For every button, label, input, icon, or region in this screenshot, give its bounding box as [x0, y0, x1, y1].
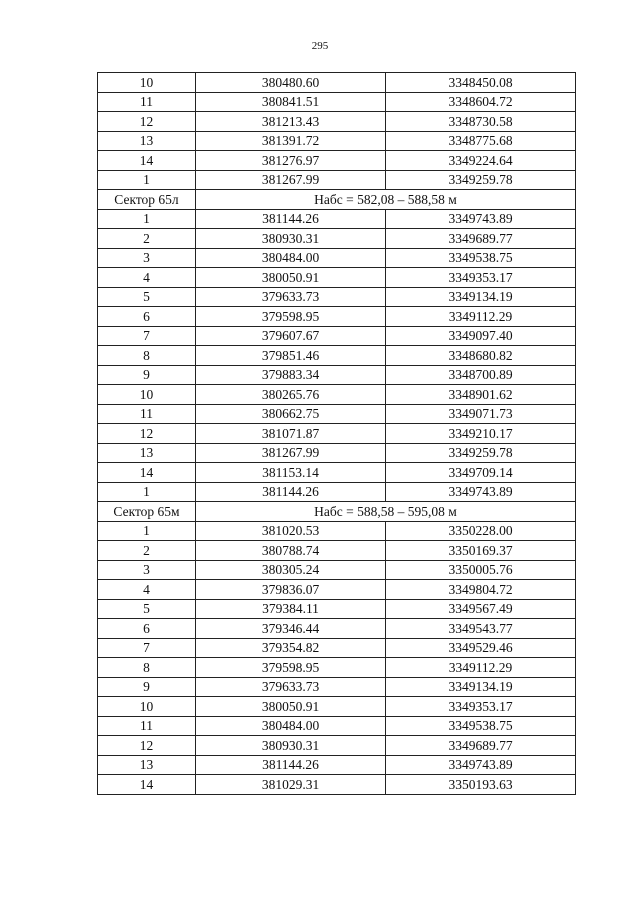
x-coordinate-cell: 381029.31 — [196, 775, 386, 795]
point-number-cell: 14 — [98, 463, 196, 483]
sector-name: Сектор 65л — [98, 190, 196, 210]
point-number-cell: 2 — [98, 541, 196, 561]
y-coordinate-cell: 3349071.73 — [386, 404, 576, 424]
point-number-cell: 6 — [98, 307, 196, 327]
point-number-cell: 13 — [98, 443, 196, 463]
point-number-cell: 10 — [98, 385, 196, 405]
point-number-cell: 11 — [98, 92, 196, 112]
table-row — [98, 736, 576, 756]
point-number-cell: 1 — [98, 209, 196, 229]
y-coordinate-cell: 3350005.76 — [386, 560, 576, 580]
table-row — [98, 248, 576, 268]
point-number-cell: 6 — [98, 619, 196, 639]
table-row — [98, 463, 576, 483]
table-row — [98, 677, 576, 697]
x-coordinate-cell: 380788.74 — [196, 541, 386, 561]
point-number-cell: 14 — [98, 775, 196, 795]
x-coordinate-cell: 381071.87 — [196, 424, 386, 444]
sector-elevation-range: Набс = 588,58 – 595,08 м — [196, 502, 576, 522]
x-coordinate-cell: 381144.26 — [196, 209, 386, 229]
y-coordinate-cell: 3349689.77 — [386, 229, 576, 249]
point-number-cell: 9 — [98, 677, 196, 697]
x-coordinate-cell: 381153.14 — [196, 463, 386, 483]
table-row — [98, 521, 576, 541]
point-number-cell: 11 — [98, 404, 196, 424]
y-coordinate-cell: 3349112.29 — [386, 658, 576, 678]
x-coordinate-cell: 380050.91 — [196, 697, 386, 717]
y-coordinate-cell: 3349259.78 — [386, 443, 576, 463]
table-row — [98, 638, 576, 658]
y-coordinate-cell: 3349743.89 — [386, 209, 576, 229]
y-coordinate-cell: 3349224.64 — [386, 151, 576, 171]
y-coordinate-cell: 3349543.77 — [386, 619, 576, 639]
page-number: 295 — [311, 40, 329, 52]
table-row — [98, 404, 576, 424]
y-coordinate-cell: 3349210.17 — [386, 424, 576, 444]
x-coordinate-cell: 379607.67 — [196, 326, 386, 346]
table-row — [98, 385, 576, 405]
point-number-cell: 11 — [98, 716, 196, 736]
x-coordinate-cell: 379836.07 — [196, 580, 386, 600]
x-coordinate-cell: 379851.46 — [196, 346, 386, 366]
point-number-cell: 14 — [98, 151, 196, 171]
point-number-cell: 4 — [98, 268, 196, 288]
table-row — [98, 112, 576, 132]
point-number-cell: 13 — [98, 755, 196, 775]
x-coordinate-cell: 379346.44 — [196, 619, 386, 639]
table-row — [98, 287, 576, 307]
y-coordinate-cell: 3349529.46 — [386, 638, 576, 658]
point-number-cell: 12 — [98, 112, 196, 132]
y-coordinate-cell: 3349097.40 — [386, 326, 576, 346]
y-coordinate-cell: 3349743.89 — [386, 482, 576, 502]
y-coordinate-cell: 3350193.63 — [386, 775, 576, 795]
y-coordinate-cell: 3349743.89 — [386, 755, 576, 775]
x-coordinate-cell: 380841.51 — [196, 92, 386, 112]
table-row — [98, 346, 576, 366]
y-coordinate-cell: 3349134.19 — [386, 287, 576, 307]
x-coordinate-cell: 379384.11 — [196, 599, 386, 619]
x-coordinate-cell: 381020.53 — [196, 521, 386, 541]
y-coordinate-cell: 3349353.17 — [386, 268, 576, 288]
table-row — [98, 209, 576, 229]
coordinates-table — [97, 72, 576, 795]
y-coordinate-cell: 3349134.19 — [386, 677, 576, 697]
table-row — [98, 170, 576, 190]
table-row — [98, 268, 576, 288]
point-number-cell: 5 — [98, 599, 196, 619]
table-row — [98, 697, 576, 717]
sector-name: Сектор 65м — [98, 502, 196, 522]
y-coordinate-cell: 3348680.82 — [386, 346, 576, 366]
y-coordinate-cell: 3350228.00 — [386, 521, 576, 541]
x-coordinate-cell: 380484.00 — [196, 716, 386, 736]
point-number-cell: 10 — [98, 697, 196, 717]
y-coordinate-cell: 3349112.29 — [386, 307, 576, 327]
y-coordinate-cell: 3349538.75 — [386, 716, 576, 736]
table-row — [98, 619, 576, 639]
y-coordinate-cell: 3349689.77 — [386, 736, 576, 756]
sector-header-row — [98, 502, 576, 522]
coordinates-table-body — [98, 73, 576, 795]
table-row — [98, 73, 576, 93]
x-coordinate-cell: 380305.24 — [196, 560, 386, 580]
point-number-cell: 1 — [98, 170, 196, 190]
table-row — [98, 307, 576, 327]
sector-elevation-range: Набс = 582,08 – 588,58 м — [196, 190, 576, 210]
x-coordinate-cell: 380050.91 — [196, 268, 386, 288]
y-coordinate-cell: 3348604.72 — [386, 92, 576, 112]
x-coordinate-cell: 379633.73 — [196, 677, 386, 697]
point-number-cell: 1 — [98, 482, 196, 502]
point-number-cell: 3 — [98, 560, 196, 580]
point-number-cell: 7 — [98, 638, 196, 658]
point-number-cell: 13 — [98, 131, 196, 151]
point-number-cell: 3 — [98, 248, 196, 268]
x-coordinate-cell: 381276.97 — [196, 151, 386, 171]
table-row — [98, 326, 576, 346]
table-row — [98, 482, 576, 502]
x-coordinate-cell: 380480.60 — [196, 73, 386, 93]
table-row — [98, 716, 576, 736]
point-number-cell: 9 — [98, 365, 196, 385]
point-number-cell: 2 — [98, 229, 196, 249]
point-number-cell: 1 — [98, 521, 196, 541]
x-coordinate-cell: 381144.26 — [196, 755, 386, 775]
y-coordinate-cell: 3348700.89 — [386, 365, 576, 385]
y-coordinate-cell: 3349567.49 — [386, 599, 576, 619]
x-coordinate-cell: 381144.26 — [196, 482, 386, 502]
point-number-cell: 12 — [98, 424, 196, 444]
y-coordinate-cell: 3348775.68 — [386, 131, 576, 151]
x-coordinate-cell: 380265.76 — [196, 385, 386, 405]
table-row — [98, 131, 576, 151]
x-coordinate-cell: 380662.75 — [196, 404, 386, 424]
x-coordinate-cell: 380484.00 — [196, 248, 386, 268]
y-coordinate-cell: 3349353.17 — [386, 697, 576, 717]
x-coordinate-cell: 379633.73 — [196, 287, 386, 307]
sector-header-row — [98, 190, 576, 210]
x-coordinate-cell: 381391.72 — [196, 131, 386, 151]
x-coordinate-cell: 381267.99 — [196, 170, 386, 190]
y-coordinate-cell: 3348450.08 — [386, 73, 576, 93]
table-row — [98, 443, 576, 463]
table-row — [98, 151, 576, 171]
table-row — [98, 92, 576, 112]
y-coordinate-cell: 3348730.58 — [386, 112, 576, 132]
table-row — [98, 775, 576, 795]
x-coordinate-cell: 381267.99 — [196, 443, 386, 463]
x-coordinate-cell: 379598.95 — [196, 658, 386, 678]
x-coordinate-cell: 381213.43 — [196, 112, 386, 132]
table-row — [98, 599, 576, 619]
y-coordinate-cell: 3349538.75 — [386, 248, 576, 268]
point-number-cell: 5 — [98, 287, 196, 307]
table-row — [98, 541, 576, 561]
y-coordinate-cell: 3348901.62 — [386, 385, 576, 405]
point-number-cell: 8 — [98, 658, 196, 678]
y-coordinate-cell: 3349804.72 — [386, 580, 576, 600]
table-row — [98, 560, 576, 580]
table-row — [98, 365, 576, 385]
point-number-cell: 8 — [98, 346, 196, 366]
y-coordinate-cell: 3349259.78 — [386, 170, 576, 190]
table-row — [98, 755, 576, 775]
table-row — [98, 658, 576, 678]
table-row — [98, 229, 576, 249]
x-coordinate-cell: 379883.34 — [196, 365, 386, 385]
y-coordinate-cell: 3350169.37 — [386, 541, 576, 561]
point-number-cell: 4 — [98, 580, 196, 600]
point-number-cell: 12 — [98, 736, 196, 756]
point-number-cell: 10 — [98, 73, 196, 93]
x-coordinate-cell: 379354.82 — [196, 638, 386, 658]
x-coordinate-cell: 379598.95 — [196, 307, 386, 327]
x-coordinate-cell: 380930.31 — [196, 229, 386, 249]
y-coordinate-cell: 3349709.14 — [386, 463, 576, 483]
table-row — [98, 424, 576, 444]
table-row — [98, 580, 576, 600]
point-number-cell: 7 — [98, 326, 196, 346]
x-coordinate-cell: 380930.31 — [196, 736, 386, 756]
